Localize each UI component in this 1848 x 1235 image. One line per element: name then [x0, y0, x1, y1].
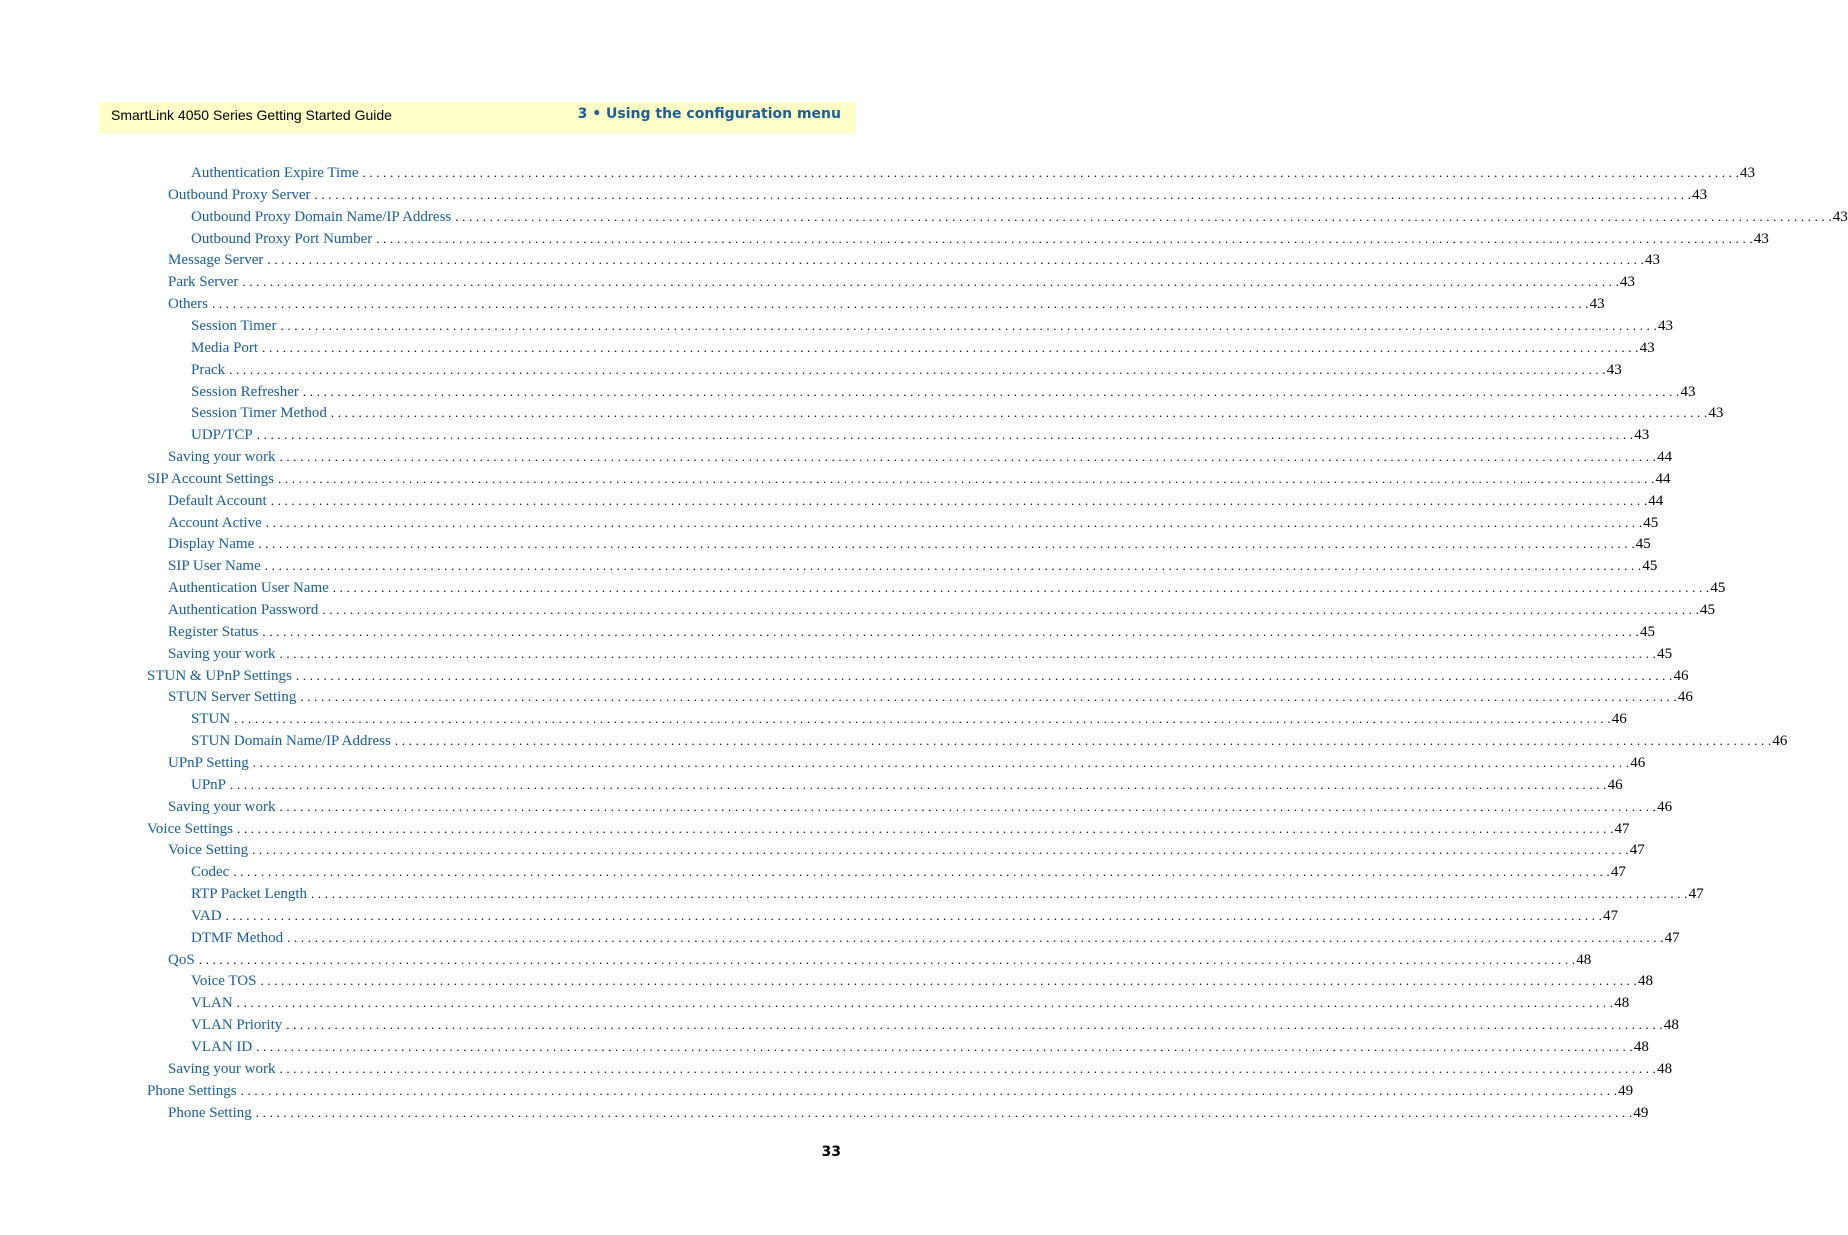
toc-entry[interactable] [168, 599, 1715, 621]
toc-entry-label: Voice TOS [191, 973, 257, 990]
toc-entry-label: Saving your work [168, 645, 276, 662]
toc-entry-page: 47 [1629, 842, 1645, 859]
toc-entry-label: STUN Domain Name/IP Address [191, 733, 391, 750]
toc-entry-page: 44 [1657, 449, 1673, 466]
toc-entry[interactable] [168, 293, 1605, 315]
toc-entry-label: Media Port [191, 339, 259, 356]
toc-entry-label: Codec [191, 864, 230, 881]
toc-entry-page: 47 [1610, 864, 1626, 881]
toc-entry[interactable] [191, 424, 1650, 446]
toc-entry-page: 44 [1648, 492, 1664, 509]
dot-leader: . . . . . . . . . . . . . . . . . . . . . . . . . . . . . . . . . . . . . . . . . . . . . . . . . . . . . . . . . . . . . . . . . . . . . . . . . . . . . . . . . . . . . . . . . . . . . . . . . . . . . . . . . . . . . . . . . . . . . . . . . . . . . . . . . . . . . . . . . . . . . . . . . . . . . . . . . . . . . . . . . . . . . . . . . . . . . . . . . . . . . . . . . . . . . . . . . . . . . . . . [279, 798, 1657, 814]
toc-entry-page: 47 [1688, 886, 1704, 903]
toc-entry-page: 48 [1576, 951, 1592, 968]
toc-entry-label: VLAN [191, 995, 233, 1012]
dot-leader: . . . . . . . . . . . . . . . . . . . . . . . . . . . . . . . . . . . . . . . . . . . . . . . . . . . . . . . . . . . . . . . . . . . . . . . . . . . . . . . . . . . . . . . . . . . . . . . . . . . . . . . . . . . . . . . . . . . . . . . . . . . . . . . . . . . . . . . . . . . . . . . . . . . . . . . . . . . . . . . . . . . . . . . . . . . . . . . . . . . . . . . . . . . . . . . . . . . . . . . . [236, 995, 1614, 1011]
toc-entry[interactable] [191, 1014, 1679, 1036]
toc-entry-label: Voice Settings [147, 820, 233, 837]
toc-entry-label: Outbound Proxy Server [168, 186, 311, 203]
toc-entry-page: 47 [1603, 907, 1619, 924]
toc-entry-label: QoS [168, 951, 195, 968]
toc-entry-label: Outbound Proxy Port Number [191, 230, 373, 247]
toc-entry[interactable] [168, 839, 1645, 861]
toc-entry-label: Message Server [168, 252, 264, 269]
toc-entry[interactable] [191, 228, 1769, 250]
toc-entry-page: 46 [1657, 798, 1673, 815]
toc-entry[interactable] [168, 533, 1651, 555]
toc-entry[interactable] [191, 708, 1627, 730]
toc-entry[interactable] [191, 883, 1704, 905]
toc-entry-label: STUN & UPnP Settings [147, 667, 292, 684]
toc-entry[interactable] [191, 337, 1655, 359]
toc-entry[interactable] [191, 861, 1626, 883]
toc-entry[interactable] [191, 315, 1674, 337]
page-number: 33 [821, 1144, 841, 1160]
toc-entry[interactable] [191, 774, 1623, 796]
toc-entry[interactable] [168, 621, 1655, 643]
toc-entry-page: 43 [1658, 317, 1674, 334]
dot-leader: . . . . . . . . . . . . . . . . . . . . . . . . . . . . . . . . . . . . . . . . . . . . . . . . . . . . . . . . . . . . . . . . . . . . . . . . . . . . . . . . . . . . . . . . . . . . . . . . . . . . . . . . . . . . . . . . . . . . . . . . . . . . . . . . . . . . . . . . . . . . . . . . . . . . . . . . . . . . . . . . . . . . . . . . . . . . . . . . . . . . . . . . . . . . . . . . . . . . . . . . [362, 165, 1740, 180]
toc-entry-page: 49 [1633, 1104, 1649, 1121]
toc-entry-label: Authentication Password [168, 602, 319, 618]
dot-leader: . . . . . . . . . . . . . . . . . . . . . . . . . . . . . . . . . . . . . . . . . . . . . . . . . . . . . . . . . . . . . . . . . . . . . . . . . . . . . . . . . . . . . . . . . . . . . . . . . . . . . . . . . . . . . . . . . . . . . . . . . . . . . . . . . . . . . . . . . . . . . . . . . . . . . . . . . . . . . . . . . . . . . . . . . . . . . . . . . . . . . . . . . . . . . . . . . . . . . . . . [267, 252, 1644, 268]
toc-entry-label: Others [168, 296, 208, 313]
toc-entry-label: DTMF Method [191, 929, 284, 946]
toc-entry-label: VLAN Priority [191, 1017, 283, 1034]
toc-entry-page: 45 [1635, 536, 1651, 553]
toc-entry-page: 45 [1699, 602, 1715, 618]
dot-leader: . . . . . . . . . . . . . . . . . . . . . . . . . . . . . . . . . . . . . . . . . . . . . . . . . . . . . . . . . . . . . . . . . . . . . . . . . . . . . . . . . . . . . . . . . . . . . . . . . . . . . . . . . . . . . . . . . . . . . . . . . . . . . . . . . . . . . . . . . . . . . . . . . . . . . . . . . . . . . . . . . . . . . . . . . . . . . . . . . . . . . . . . . . . . . . . . . . . . . . . . [279, 645, 1657, 661]
toc-entry-label: Authentication Expire Time [191, 165, 359, 181]
dot-leader: . . . . . . . . . . . . . . . . . . . . . . . . . . . . . . . . . . . . . . . . . . . . . . . . . . . . . . . . . . . . . . . . . . . . . . . . . . . . . . . . . . . . . . . . . . . . . . . . . . . . . . . . . . . . . . . . . . . . . . . . . . . . . . . . . . . . . . . . . . . . . . . . . . . . . . . . . . . . . . . . . . . . . . . . . . . . . . . . . . . . . . . . . . . . . . . . . . . . . . . . [255, 1104, 1633, 1120]
toc-entry[interactable] [191, 927, 1680, 949]
toc-entry[interactable] [168, 512, 1659, 534]
toc-entry-label: Account Active [168, 514, 262, 531]
toc-entry-page: 45 [1657, 645, 1673, 662]
dot-leader: . . . . . . . . . . . . . . . . . . . . . . . . . . . . . . . . . . . . . . . . . . . . . . . . . . . . . . . . . . . . . . . . . . . . . . . . . . . . . . . . . . . . . . . . . . . . . . . . . . . . . . . . . . . . . . . . . . . . . . . . . . . . . . . . . . . . . . . . . . . . . . . . . . . . . . . . . . . . . . . . . . . . . . . . . . . . . . . . . . . . . . . . . . . . . . . . . . . . . . . . [455, 208, 1832, 224]
dot-leader: . . . . . . . . . . . . . . . . . . . . . . . . . . . . . . . . . . . . . . . . . . . . . . . . . . . . . . . . . . . . . . . . . . . . . . . . . . . . . . . . . . . . . . . . . . . . . . . . . . . . . . . . . . . . . . . . . . . . . . . . . . . . . . . . . . . . . . . . . . . . . . . . . . . . . . . . . . . . . . . . . . . . . . . . . . . . . . . . . . . . . . . . . . . . . . . . . . . . . . . . [236, 820, 1614, 836]
toc-entry-label: Session Refresher [191, 383, 299, 400]
dot-leader: . . . . . . . . . . . . . . . . . . . . . . . . . . . . . . . . . . . . . . . . . . . . . . . . . . . . . . . . . . . . . . . . . . . . . . . . . . . . . . . . . . . . . . . . . . . . . . . . . . . . . . . . . . . . . . . . . . . . . . . . . . . . . . . . . . . . . . . . . . . . . . . . . . . . . . . . . . . . . . . . . . . . . . . . . . . . . . . . . . . . . . . . . . . . . . . . . . . . . . . . [376, 230, 1753, 246]
toc-entry[interactable] [191, 206, 1848, 228]
toc-entry-page: 47 [1614, 820, 1630, 837]
toc-entry-page: 46 [1607, 776, 1623, 793]
toc-entry[interactable] [168, 271, 1635, 293]
toc-entry-label: Session Timer Method [191, 405, 327, 422]
toc-entry-page: 46 [1673, 667, 1689, 684]
dot-leader: . . . . . . . . . . . . . . . . . . . . . . . . . . . . . . . . . . . . . . . . . . . . . . . . . . . . . . . . . . . . . . . . . . . . . . . . . . . . . . . . . . . . . . . . . . . . . . . . . . . . . . . . . . . . . . . . . . . . . . . . . . . . . . . . . . . . . . . . . . . . . . . . . . . . . . . . . . . . . . . . . . . . . . . . . . . . . . . . . . . . . . . . . . . . . . . . . . . . . . . . [280, 317, 1658, 333]
toc-entry-page: 43 [1589, 296, 1605, 313]
dot-leader: . . . . . . . . . . . . . . . . . . . . . . . . . . . . . . . . . . . . . . . . . . . . . . . . . . . . . . . . . . . . . . . . . . . . . . . . . . . . . . . . . . . . . . . . . . . . . . . . . . . . . . . . . . . . . . . . . . . . . . . . . . . . . . . . . . . . . . . . . . . . . . . . . . . . . . . . . . . . . . . . . . . . . . . . . . . . . . . . . . . . . . . . . . . . . . . . . . . . . . . . [240, 1082, 1618, 1098]
dot-leader: . . . . . . . . . . . . . . . . . . . . . . . . . . . . . . . . . . . . . . . . . . . . . . . . . . . . . . . . . . . . . . . . . . . . . . . . . . . . . . . . . . . . . . . . . . . . . . . . . . . . . . . . . . . . . . . . . . . . . . . . . . . . . . . . . . . . . . . . . . . . . . . . . . . . . . . . . . . . . . . . . . . . . . . . . . . . . . . . . . . . . . . . . . . . . . . . . . . . . . . . [314, 186, 1692, 202]
toc-entry-page: 48 [1663, 1017, 1679, 1034]
toc-entry-label: Phone Settings [147, 1082, 237, 1099]
dot-leader: . . . . . . . . . . . . . . . . . . . . . . . . . . . . . . . . . . . . . . . . . . . . . . . . . . . . . . . . . . . . . . . . . . . . . . . . . . . . . . . . . . . . . . . . . . . . . . . . . . . . . . . . . . . . . . . . . . . . . . . . . . . . . . . . . . . . . . . . . . . . . . . . . . . . . . . . . . . . . . . . . . . . . . . . . . . . . . . . . . . . . . . . . . . . . . . . . . . . . . . . [295, 667, 1673, 683]
dot-leader: . . . . . . . . . . . . . . . . . . . . . . . . . . . . . . . . . . . . . . . . . . . . . . . . . . . . . . . . . . . . . . . . . . . . . . . . . . . . . . . . . . . . . . . . . . . . . . . . . . . . . . . . . . . . . . . . . . . . . . . . . . . . . . . . . . . . . . . . . . . . . . . . . . . . . . . . . . . . . . . . . . . . . . . . . . . . . . . . . . . . . . . . . . . . . . . . . . . . . . . . [212, 296, 1589, 312]
toc-entry-page: 43 [1644, 252, 1660, 269]
toc-entry-label: Default Account [168, 492, 267, 509]
dot-leader: . . . . . . . . . . . . . . . . . . . . . . . . . . . . . . . . . . . . . . . . . . . . . . . . . . . . . . . . . . . . . . . . . . . . . . . . . . . . . . . . . . . . . . . . . . . . . . . . . . . . . . . . . . . . . . . . . . . . . . . . . . . . . . . . . . . . . . . . . . . . . . . . . . . . . . . . . . . . . . . . . . . . . . . . . . . . . . . . . . . . . . . . . . . . . . . . . . . . . . . . [279, 1060, 1657, 1076]
toc-entry[interactable] [168, 249, 1660, 271]
toc-entry[interactable] [168, 686, 1693, 708]
toc-entry[interactable] [191, 905, 1619, 927]
toc-entry[interactable] [147, 818, 1630, 840]
toc-entry-page: 43 [1680, 383, 1696, 400]
toc-entry-page: 43 [1832, 208, 1848, 225]
toc-entry-page: 43 [1634, 427, 1650, 444]
toc-entry-page: 45 [1710, 580, 1726, 597]
dot-leader: . . . . . . . . . . . . . . . . . . . . . . . . . . . . . . . . . . . . . . . . . . . . . . . . . . . . . . . . . . . . . . . . . . . . . . . . . . . . . . . . . . . . . . . . . . . . . . . . . . . . . . . . . . . . . . . . . . . . . . . . . . . . . . . . . . . . . . . . . . . . . . . . . . . . . . . . . . . . . . . . . . . . . . . . . . . . . . . . . . . . . . . . . . . . . . . . . . . . . . . . [198, 951, 1576, 967]
toc-entry-page: 46 [1611, 711, 1627, 728]
toc-entry-page: 48 [1638, 973, 1653, 990]
toc-entry-label: VLAN ID [191, 1039, 253, 1055]
dot-leader: . . . . . . . . . . . . . . . . . . . . . . . . . . . . . . . . . . . . . . . . . . . . . . . . . . . . . . . . . . . . . . . . . . . . . . . . . . . . . . . . . . . . . . . . . . . . . . . . . . . . . . . . . . . . . . . . . . . . . . . . . . . . . . . . . . . . . . . . . . . . . . . . . . . . . . . . . . . . . . . . . . . . . . . . . . . . . . . . . . . . . . . . . . . . . . . . . . . . . . . . [287, 929, 1664, 945]
document-title: SmartLink 4050 Series Getting Started Guide [111, 107, 392, 123]
toc-entry-label: SIP Account Settings [147, 470, 274, 487]
toc-entry-label: Session Timer [191, 317, 277, 334]
toc-entry-page: 43 [1708, 405, 1724, 422]
toc-entry-label: SIP User Name [168, 558, 261, 575]
toc-entry-page: 45 [1642, 558, 1658, 575]
dot-leader: . . . . . . . . . . . . . . . . . . . . . . . . . . . . . . . . . . . . . . . . . . . . . . . . . . . . . . . . . . . . . . . . . . . . . . . . . . . . . . . . . . . . . . . . . . . . . . . . . . . . . . . . . . . . . . . . . . . . . . . . . . . . . . . . . . . . . . . . . . . . . . . . . . . . . . . . . . . . . . . . . . . . . . . . . . . . . . . . . . . . . . . . . . . . . . . . . . . . . . . . [233, 864, 1610, 880]
dot-leader: . . . . . . . . . . . . . . . . . . . . . . . . . . . . . . . . . . . . . . . . . . . . . . . . . . . . . . . . . . . . . . . . . . . . . . . . . . . . . . . . . . . . . . . . . . . . . . . . . . . . . . . . . . . . . . . . . . . . . . . . . . . . . . . . . . . . . . . . . . . . . . . . . . . . . . . . . . . . . . . . . . . . . . . . . . . . . . . . . . . . . . . . . . . . . . . . . . . . . . . . [260, 973, 1637, 989]
toc-entry[interactable] [168, 577, 1726, 599]
toc-entry-label: Prack [191, 361, 226, 378]
dot-leader: . . . . . . . . . . . . . . . . . . . . . . . . . . . . . . . . . . . . . . . . . . . . . . . . . . . . . . . . . . . . . . . . . . . . . . . . . . . . . . . . . . . . . . . . . . . . . . . . . . . . . . . . . . . . . . . . . . . . . . . . . . . . . . . . . . . . . . . . . . . . . . . . . . . . . . . . . . . . . . . . . . . . . . . . . . . . . . . . . . . . . . . . . . . . . . . . . . . . . . . . [277, 470, 1655, 486]
dot-leader: . . . . . . . . . . . . . . . . . . . . . . . . . . . . . . . . . . . . . . . . . . . . . . . . . . . . . . . . . . . . . . . . . . . . . . . . . . . . . . . . . . . . . . . . . . . . . . . . . . . . . . . . . . . . . . . . . . . . . . . . . . . . . . . . . . . . . . . . . . . . . . . . . . . . . . . . . . . . . . . . . . . . . . . . . . . . . . . . . . . . . . . . . . . . . . . . . . . . . . . . [252, 754, 1630, 770]
toc-entry-label: Authentication User Name [168, 580, 329, 597]
toc-entry-label: Park Server [168, 274, 239, 291]
toc-entry-label: Saving your work [168, 1060, 276, 1077]
toc-entry-label: Outbound Proxy Domain Name/IP Address [191, 208, 452, 225]
toc-entry-label: Voice Setting [168, 842, 249, 859]
toc-entry[interactable] [168, 796, 1673, 818]
dot-leader: . . . . . . . . . . . . . . . . . . . . . . . . . . . . . . . . . . . . . . . . . . . . . . . . . . . . . . . . . . . . . . . . . . . . . . . . . . . . . . . . . . . . . . . . . . . . . . . . . . . . . . . . . . . . . . . . . . . . . . . . . . . . . . . . . . . . . . . . . . . . . . . . . . . . . . . . . . . . . . . . . . . . . . . . . . . . . . . . . . . . . . . . . . . . . . . . . . . . . . . . [332, 580, 1710, 596]
toc-entry-label: Saving your work [168, 798, 276, 815]
toc-entry-page: 48 [1633, 1039, 1649, 1055]
toc-entry[interactable] [191, 359, 1622, 381]
toc-entry[interactable] [168, 1058, 1673, 1080]
toc-entry-page: 43 [1639, 339, 1655, 356]
toc-entry[interactable] [191, 992, 1630, 1014]
toc-entry-label: UDP/TCP [191, 427, 253, 444]
toc-entry-page: 48 [1614, 995, 1630, 1012]
toc-entry-label: VAD [191, 907, 222, 924]
dot-leader: . . . . . . . . . . . . . . . . . . . . . . . . . . . . . . . . . . . . . . . . . . . . . . . . . . . . . . . . . . . . . . . . . . . . . . . . . . . . . . . . . . . . . . . . . . . . . . . . . . . . . . . . . . . . . . . . . . . . . . . . . . . . . . . . . . . . . . . . . . . . . . . . . . . . . . . . . . . . . . . . . . . . . . . . . . . . . . . . . . . . . . . . . . . . . . . . . . . . . . . . [394, 733, 1772, 749]
toc-entry-page: 43 [1692, 186, 1708, 203]
running-header [99, 102, 855, 133]
toc-entry-label: Display Name [168, 536, 255, 553]
toc-entry-label: STUN [191, 711, 231, 728]
toc-entry[interactable] [168, 1102, 1649, 1124]
toc-entry-page: 44 [1655, 470, 1671, 487]
dot-leader: . . . . . . . . . . . . . . . . . . . . . . . . . . . . . . . . . . . . . . . . . . . . . . . . . . . . . . . . . . . . . . . . . . . . . . . . . . . . . . . . . . . . . . . . . . . . . . . . . . . . . . . . . . . . . . . . . . . . . . . . . . . . . . . . . . . . . . . . . . . . . . . . . . . . . . . . . . . . . . . . . . . . . . . . . . . . . . . . . . . . . . . . . . . . . . . . . . . . . . . . [300, 689, 1677, 705]
dot-leader: . . . . . . . . . . . . . . . . . . . . . . . . . . . . . . . . . . . . . . . . . . . . . . . . . . . . . . . . . . . . . . . . . . . . . . . . . . . . . . . . . . . . . . . . . . . . . . . . . . . . . . . . . . . . . . . . . . . . . . . . . . . . . . . . . . . . . . . . . . . . . . . . . . . . . . . . . . . . . . . . . . . . . . . . . . . . . . . . . . . . . . . . . . . . . . . . . . . . . . . . [256, 427, 1634, 443]
dot-leader: . . . . . . . . . . . . . . . . . . . . . . . . . . . . . . . . . . . . . . . . . . . . . . . . . . . . . . . . . . . . . . . . . . . . . . . . . . . . . . . . . . . . . . . . . . . . . . . . . . . . . . . . . . . . . . . . . . . . . . . . . . . . . . . . . . . . . . . . . . . . . . . . . . . . . . . . . . . . . . . . . . . . . . . . . . . . . . . . . . . . . . . . . . . . . . . . . . . . . . . . [234, 711, 1611, 727]
chapter-title: 3 • Using the configuration menu [577, 106, 841, 122]
toc-entry-page: 45 [1643, 514, 1659, 531]
toc-entry-label: UPnP [191, 776, 227, 793]
toc-entry[interactable] [147, 665, 1689, 687]
dot-leader: . . . . . . . . . . . . . . . . . . . . . . . . . . . . . . . . . . . . . . . . . . . . . . . . . . . . . . . . . . . . . . . . . . . . . . . . . . . . . . . . . . . . . . . . . . . . . . . . . . . . . . . . . . . . . . . . . . . . . . . . . . . . . . . . . . . . . . . . . . . . . . . . . . . . . . . . . . . . . . . . . . . . . . . . . . . . . . . . . . . . . . . . . . . . . . . . . . . . . . . . [286, 1017, 1663, 1033]
toc-entry-label: STUN Server Setting [168, 689, 297, 706]
dot-leader: . . . . . . . . . . . . . . . . . . . . . . . . . . . . . . . . . . . . . . . . . . . . . . . . . . . . . . . . . . . . . . . . . . . . . . . . . . . . . . . . . . . . . . . . . . . . . . . . . . . . . . . . . . . . . . . . . . . . . . . . . . . . . . . . . . . . . . . . . . . . . . . . . . . . . . . . . . . . . . . . . . . . . . . . . . . . . . . . . . . . . . . . . . . . . . . . . . . . . . . . [311, 886, 1688, 902]
toc-entry-label: RTP Packet Length [191, 886, 308, 903]
dot-leader: . . . . . . . . . . . . . . . . . . . . . . . . . . . . . . . . . . . . . . . . . . . . . . . . . . . . . . . . . . . . . . . . . . . . . . . . . . . . . . . . . . . . . . . . . . . . . . . . . . . . . . . . . . . . . . . . . . . . . . . . . . . . . . . . . . . . . . . . . . . . . . . . . . . . . . . . . . . . . . . . . . . . . . . . . . . . . . . . . . . . . . . . . . . . . . . . . . . . . . . . [262, 623, 1639, 639]
dot-leader: . . . . . . . . . . . . . . . . . . . . . . . . . . . . . . . . . . . . . . . . . . . . . . . . . . . . . . . . . . . . . . . . . . . . . . . . . . . . . . . . . . . . . . . . . . . . . . . . . . . . . . . . . . . . . . . . . . . . . . . . . . . . . . . . . . . . . . . . . . . . . . . . . . . . . . . . . . . . . . . . . . . . . . . . . . . . . . . . . . . . . . . . . . . . . . . . . . . . . . . . [302, 383, 1680, 399]
toc-entry-page: 48 [1657, 1060, 1673, 1077]
dot-leader: . . . . . . . . . . . . . . . . . . . . . . . . . . . . . . . . . . . . . . . . . . . . . . . . . . . . . . . . . . . . . . . . . . . . . . . . . . . . . . . . . . . . . . . . . . . . . . . . . . . . . . . . . . . . . . . . . . . . . . . . . . . . . . . . . . . . . . . . . . . . . . . . . . . . . . . . . . . . . . . . . . . . . . . . . . . . . . . . . . . . . . . . . . . . . . . . . . . . . . . . [262, 339, 1639, 355]
dot-leader: . . . . . . . . . . . . . . . . . . . . . . . . . . . . . . . . . . . . . . . . . . . . . . . . . . . . . . . . . . . . . . . . . . . . . . . . . . . . . . . . . . . . . . . . . . . . . . . . . . . . . . . . . . . . . . . . . . . . . . . . . . . . . . . . . . . . . . . . . . . . . . . . . . . . . . . . . . . . . . . . . . . . . . . . . . . . . . . . . . . . . . . . . . . . . . . . . . . . . . . . [330, 405, 1708, 421]
dot-leader: . . . . . . . . . . . . . . . . . . . . . . . . . . . . . . . . . . . . . . . . . . . . . . . . . . . . . . . . . . . . . . . . . . . . . . . . . . . . . . . . . . . . . . . . . . . . . . . . . . . . . . . . . . . . . . . . . . . . . . . . . . . . . . . . . . . . . . . . . . . . . . . . . . . . . . . . . . . . . . . . . . . . . . . . . . . . . . . . . . . . . . . . . . . . . . . . . . . . . . . . [265, 514, 1643, 530]
toc-entry[interactable] [168, 184, 1708, 206]
dot-leader: . . . . . . . . . . . . . . . . . . . . . . . . . . . . . . . . . . . . . . . . . . . . . . . . . . . . . . . . . . . . . . . . . . . . . . . . . . . . . . . . . . . . . . . . . . . . . . . . . . . . . . . . . . . . . . . . . . . . . . . . . . . . . . . . . . . . . . . . . . . . . . . . . . . . . . . . . . . . . . . . . . . . . . . . . . . . . . . . . . . . . . . . . . . . . . . . . . . . . . . . [252, 842, 1629, 858]
toc-entry[interactable] [191, 730, 1788, 752]
toc-entry-page: 43 [1619, 274, 1635, 291]
dot-leader: . . . . . . . . . . . . . . . . . . . . . . . . . . . . . . . . . . . . . . . . . . . . . . . . . . . . . . . . . . . . . . . . . . . . . . . . . . . . . . . . . . . . . . . . . . . . . . . . . . . . . . . . . . . . . . . . . . . . . . . . . . . . . . . . . . . . . . . . . . . . . . . . . . . . . . . . . . . . . . . . . . . . . . . . . . . . . . . . . . . . . . . . . . . . . . . . . . . . . . . . [270, 492, 1648, 508]
dot-leader: . . . . . . . . . . . . . . . . . . . . . . . . . . . . . . . . . . . . . . . . . . . . . . . . . . . . . . . . . . . . . . . . . . . . . . . . . . . . . . . . . . . . . . . . . . . . . . . . . . . . . . . . . . . . . . . . . . . . . . . . . . . . . . . . . . . . . . . . . . . . . . . . . . . . . . . . . . . . . . . . . . . . . . . . . . . . . . . . . . . . . . . . . . . . . . . . . . . . . . . . [256, 1039, 1633, 1054]
dot-leader: . . . . . . . . . . . . . . . . . . . . . . . . . . . . . . . . . . . . . . . . . . . . . . . . . . . . . . . . . . . . . . . . . . . . . . . . . . . . . . . . . . . . . . . . . . . . . . . . . . . . . . . . . . . . . . . . . . . . . . . . . . . . . . . . . . . . . . . . . . . . . . . . . . . . . . . . . . . . . . . . . . . . . . . . . . . . . . . . . . . . . . . . . . . . . . . . . . . . . . . . [225, 907, 1603, 923]
toc-entry-page: 43 [1753, 230, 1769, 247]
toc-entry-label: Saving your work [168, 449, 276, 466]
toc-entry[interactable] [147, 1080, 1634, 1102]
dot-leader: . . . . . . . . . . . . . . . . . . . . . . . . . . . . . . . . . . . . . . . . . . . . . . . . . . . . . . . . . . . . . . . . . . . . . . . . . . . . . . . . . . . . . . . . . . . . . . . . . . . . . . . . . . . . . . . . . . . . . . . . . . . . . . . . . . . . . . . . . . . . . . . . . . . . . . . . . . . . . . . . . . . . . . . . . . . . . . . . . . . . . . . . . . . . . . . . . . . . . . . . [258, 536, 1635, 552]
dot-leader: . . . . . . . . . . . . . . . . . . . . . . . . . . . . . . . . . . . . . . . . . . . . . . . . . . . . . . . . . . . . . . . . . . . . . . . . . . . . . . . . . . . . . . . . . . . . . . . . . . . . . . . . . . . . . . . . . . . . . . . . . . . . . . . . . . . . . . . . . . . . . . . . . . . . . . . . . . . . . . . . . . . . . . . . . . . . . . . . . . . . . . . . . . . . . . . . . . . . . . . . [322, 602, 1699, 617]
toc-entry-page: 43 [1606, 361, 1622, 378]
toc-entry[interactable] [191, 402, 1724, 424]
toc-entry[interactable] [168, 752, 1646, 774]
toc-entry[interactable] [168, 643, 1673, 665]
dot-leader: . . . . . . . . . . . . . . . . . . . . . . . . . . . . . . . . . . . . . . . . . . . . . . . . . . . . . . . . . . . . . . . . . . . . . . . . . . . . . . . . . . . . . . . . . . . . . . . . . . . . . . . . . . . . . . . . . . . . . . . . . . . . . . . . . . . . . . . . . . . . . . . . . . . . . . . . . . . . . . . . . . . . . . . . . . . . . . . . . . . . . . . . . . . . . . . . . . . . . . . . [264, 558, 1642, 574]
toc-entry-page: 47 [1664, 929, 1680, 946]
toc-entry[interactable] [168, 949, 1592, 971]
toc-entry[interactable] [168, 446, 1673, 468]
dot-leader: . . . . . . . . . . . . . . . . . . . . . . . . . . . . . . . . . . . . . . . . . . . . . . . . . . . . . . . . . . . . . . . . . . . . . . . . . . . . . . . . . . . . . . . . . . . . . . . . . . . . . . . . . . . . . . . . . . . . . . . . . . . . . . . . . . . . . . . . . . . . . . . . . . . . . . . . . . . . . . . . . . . . . . . . . . . . . . . . . . . . . . . . . . . . . . . . . . . . . . . . [279, 449, 1657, 465]
dot-leader: . . . . . . . . . . . . . . . . . . . . . . . . . . . . . . . . . . . . . . . . . . . . . . . . . . . . . . . . . . . . . . . . . . . . . . . . . . . . . . . . . . . . . . . . . . . . . . . . . . . . . . . . . . . . . . . . . . . . . . . . . . . . . . . . . . . . . . . . . . . . . . . . . . . . . . . . . . . . . . . . . . . . . . . . . . . . . . . . . . . . . . . . . . . . . . . . . . . . . . . . [229, 361, 1606, 377]
toc-entry-label: Register Status [168, 623, 259, 640]
toc-entry[interactable] [191, 1036, 1649, 1058]
dot-leader: . . . . . . . . . . . . . . . . . . . . . . . . . . . . . . . . . . . . . . . . . . . . . . . . . . . . . . . . . . . . . . . . . . . . . . . . . . . . . . . . . . . . . . . . . . . . . . . . . . . . . . . . . . . . . . . . . . . . . . . . . . . . . . . . . . . . . . . . . . . . . . . . . . . . . . . . . . . . . . . . . . . . . . . . . . . . . . . . . . . . . . . . . . . . . . . . . . . . . . . . [242, 274, 1619, 290]
dot-leader: . . . . . . . . . . . . . . . . . . . . . . . . . . . . . . . . . . . . . . . . . . . . . . . . . . . . . . . . . . . . . . . . . . . . . . . . . . . . . . . . . . . . . . . . . . . . . . . . . . . . . . . . . . . . . . . . . . . . . . . . . . . . . . . . . . . . . . . . . . . . . . . . . . . . . . . . . . . . . . . . . . . . . . . . . . . . . . . . . . . . . . . . . . . . . . . . . . . . . . . . [230, 776, 1607, 792]
toc-entry[interactable] [147, 468, 1671, 490]
toc-entry-page: 46 [1772, 733, 1788, 750]
toc-entry-page: 45 [1639, 623, 1655, 640]
toc-entry[interactable] [168, 555, 1658, 577]
toc-entry-label: Phone Setting [168, 1104, 252, 1121]
toc-entry-label: UPnP Setting [168, 754, 249, 771]
toc-entry[interactable] [191, 970, 1653, 992]
toc-entry-page: 46 [1630, 754, 1646, 771]
toc-entry[interactable] [168, 490, 1664, 512]
toc-entry-page: 49 [1618, 1082, 1634, 1099]
toc-entry-page: 46 [1677, 689, 1693, 706]
toc-entry-page: 43 [1740, 165, 1756, 181]
toc-entry[interactable] [191, 381, 1696, 403]
toc-entry[interactable] [191, 162, 1756, 184]
